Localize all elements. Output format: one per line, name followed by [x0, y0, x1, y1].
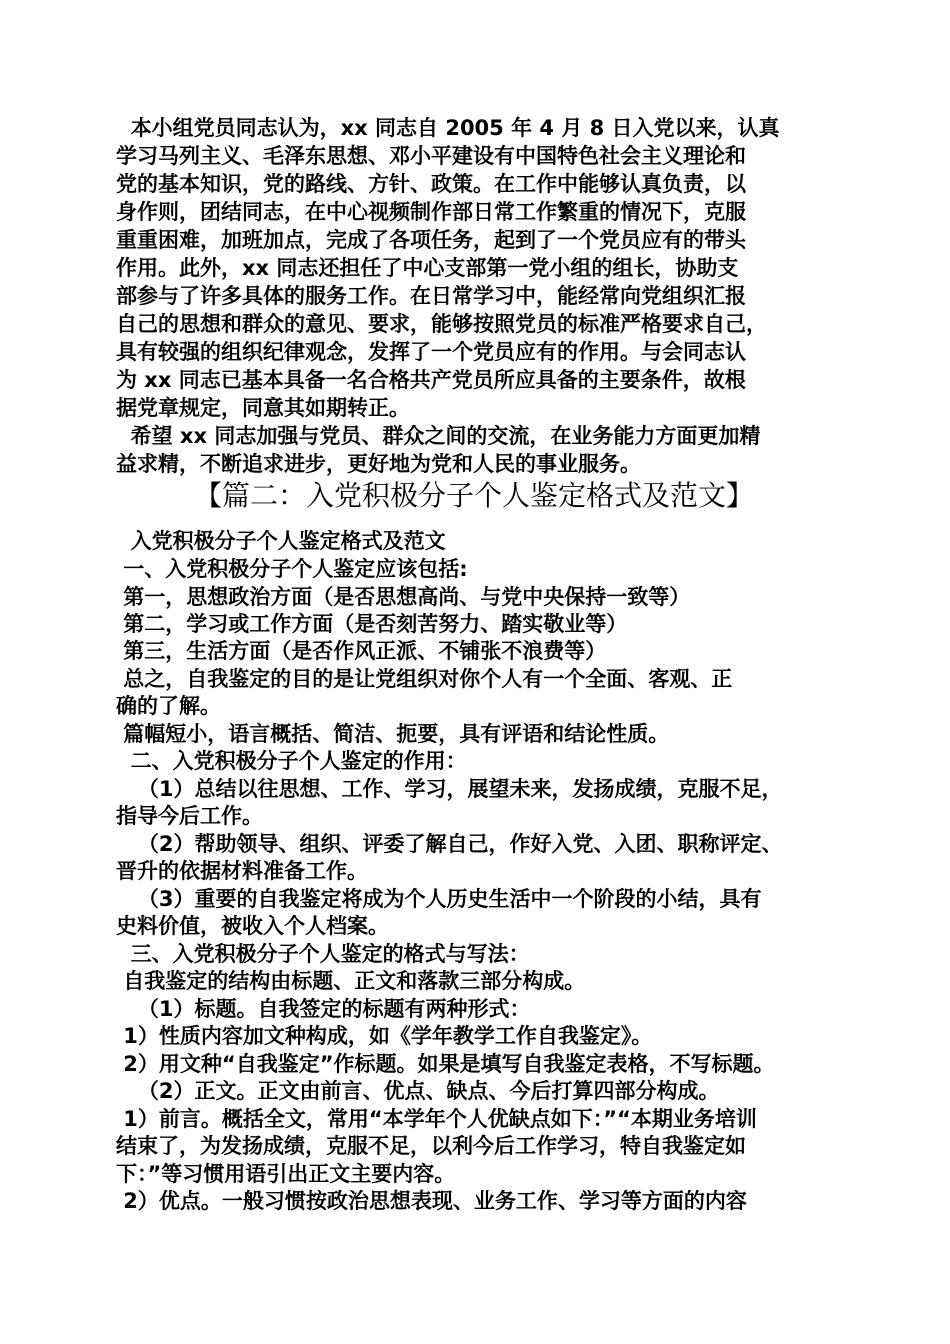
body-text-line: 本小组党员同志认为，xx 同志自 2005 年 4 月 8 日入党以来，认真	[116, 116, 780, 140]
body-text-line: 1）前言。概括全文，常用“本学年个人优缺点如下：”“本期业务培训	[116, 1107, 757, 1131]
body-text-line: 部参与了许多具体的服务工作。在日常学习中，能经常向党组织汇报	[116, 284, 746, 308]
body-text-line: 学习马列主义、毛泽东思想、邓小平建设有中国特色社会主义理论和	[116, 144, 746, 168]
body-text-line: 希望 xx 同志加强与党员、群众之间的交流，在业务能力方面更加精	[116, 424, 761, 448]
body-text-line: 第一，思想政治方面（是否思想高尚、与党中央保持一致等）	[116, 585, 691, 609]
body-text-line: 党的基本知识，党的路线、方针、政策。在工作中能够认真负责，以	[116, 172, 746, 196]
body-text-line: 确的了解。	[116, 694, 221, 718]
body-text-line: 2）优点。一般习惯按政治思想表现、业务工作、学习等方面的内容	[116, 1189, 747, 1213]
body-text-line: 自己的思想和群众的意见、要求，能够按照党员的标准严格要求自己，	[116, 312, 767, 336]
body-text-line: 为 xx 同志已基本具备一名合格共产党员所应具备的主要条件，故根	[116, 368, 746, 392]
body-text-line: 第二，学习或工作方面（是否刻苦努力、踏实敬业等）	[116, 612, 628, 636]
body-text-line: （1）标题。自我签定的标题有两种形式：	[116, 997, 531, 1021]
body-text-line: 结束了，为发扬成绩，克服不足，以利今后工作学习，特自我鉴定如	[116, 1134, 746, 1158]
body-text-line: 身作则，团结同志，在中心视频制作部日常工作繁重的情况下，克服	[116, 200, 746, 224]
body-text-line: 1）性质内容加文种构成，如《学年教学工作自我鉴定》。	[116, 1024, 653, 1048]
body-text-line: （2）正文。正文由前言、优点、缺点、今后打算四部分构成。	[116, 1079, 720, 1103]
body-text-line: 篇幅短小，语言概括、简洁、扼要，具有评语和结论性质。	[116, 722, 670, 746]
body-text-line: 第三，生活方面（是否作风正派、不铺张不浪费等）	[116, 639, 607, 663]
body-text-line: 重重困难，加班加点，完成了各项任务，起到了一个党员应有的带头	[116, 228, 746, 252]
body-text-line: 史料价值，被收入个人档案。	[116, 914, 389, 938]
body-text-line: 2）用文种“自我鉴定”作标题。如果是填写自我鉴定表格，不写标题。	[116, 1052, 775, 1076]
body-text-line: 一、入党积极分子个人鉴定应该包括:	[116, 557, 468, 581]
body-text-line: 作用。此外，xx 同志还担任了中心支部第一党小组的组长，协助支	[116, 256, 739, 280]
body-text-line: 指导今后工作。	[116, 804, 263, 828]
section-heading: 【篇二：入党积极分子个人鉴定格式及范文】	[194, 479, 755, 512]
body-text-line: 二、入党积极分子个人鉴定的作用：	[116, 749, 467, 773]
body-text-line: 据党章规定，同意其如期转正。	[116, 396, 410, 420]
body-text-line: 入党积极分子个人鉴定格式及范文	[116, 529, 446, 553]
body-text-line: 晋升的依据材料准备工作。	[116, 859, 368, 883]
body-text-line: 具有较强的组织纪律观念，发挥了一个党员应有的作用。与会同志认	[116, 340, 746, 364]
body-text-line: 总之，自我鉴定的目的是让党组织对你个人有一个全面、客观、正	[116, 667, 733, 691]
body-text-line: 益求精，不断追求进步，更好地为党和人民的事业服务。	[116, 452, 641, 476]
body-text-line: 三、入党积极分子个人鉴定的格式与写法：	[116, 942, 530, 966]
body-text-line: （1）总结以往思想、工作、学习，展望未来，发扬成绩，克服不足，	[116, 777, 783, 801]
body-text-line: 自我鉴定的结构由标题、正文和落款三部分构成。	[116, 969, 586, 993]
body-text-line: 下：”等习惯用语引出正文主要内容。	[116, 1162, 456, 1186]
body-text-line: （3）重要的自我鉴定将成为个人历史生活中一个阶段的小结，具有	[116, 887, 762, 911]
body-text-line: （2）帮助领导、组织、评委了解自己，作好入党、入团、职称评定、	[116, 832, 783, 856]
